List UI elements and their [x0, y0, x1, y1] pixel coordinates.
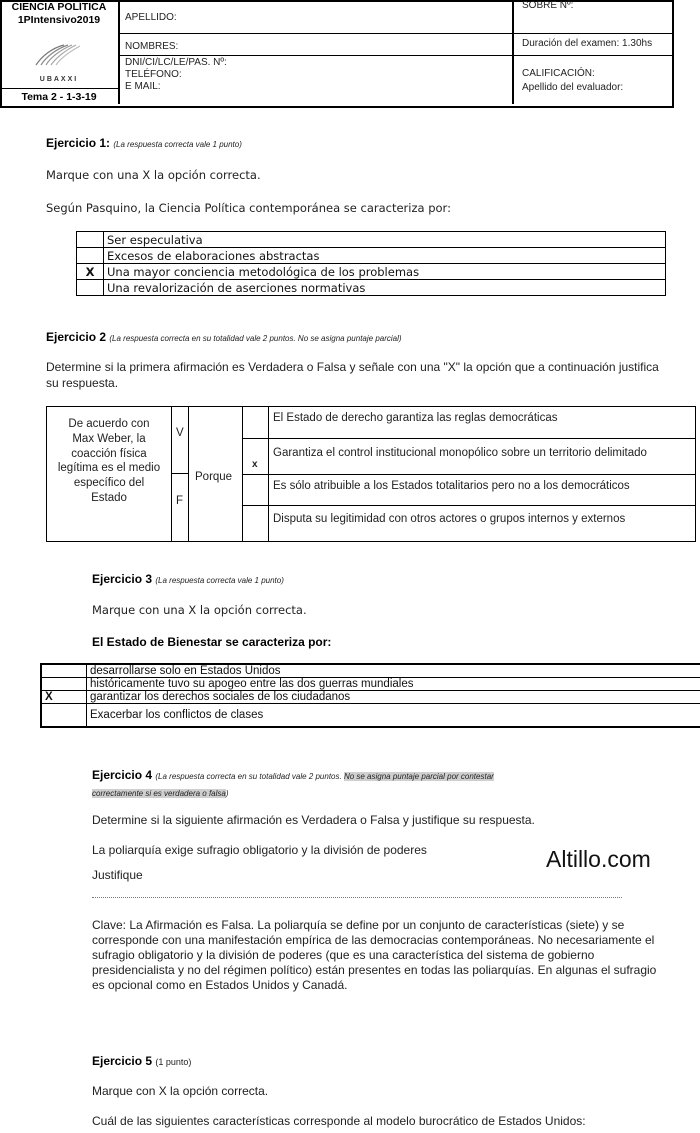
course-code: 1PIntensivo2019: [17, 14, 101, 26]
ej5-note: (1 punto): [155, 1057, 192, 1067]
ej4-instruction: Determine si la siguiente afirmación es Verdadera o Falsa y justifique su respuesta.: [92, 813, 535, 827]
ej2-instruction-line2: su respuesta.: [46, 376, 119, 390]
tema-label: Tema 2 - 1-3-19: [21, 91, 97, 103]
option-text: garantizar los derechos sociales de los ciudadanos: [87, 691, 700, 704]
ej1-heading: [46, 136, 242, 150]
ej2-option-mark[interactable]: x: [252, 459, 258, 470]
ej3-question: El Estado de Bienestar se caracteriza por:: [92, 635, 332, 649]
dni-field[interactable]: DNI/CI/LC/LE/PAS. Nº:: [125, 57, 227, 68]
ej1-question: Según Pasquino, la Ciencia Política contemporánea se caracteriza por:: [46, 201, 451, 215]
exam-header: [0, 0, 674, 108]
option-mark[interactable]: [41, 664, 87, 678]
ej4-statement: La poliarquía exige sufragio obligatorio y la división de poderes: [92, 843, 427, 857]
ej2-title: Ejercicio 2: [46, 330, 110, 344]
option-text: históricamente tuvo su apogeo entre las dos guerras mundiales: [87, 678, 700, 691]
table-row[interactable]: [77, 280, 666, 296]
ej2-note: (La respuesta correcta en su totalidad vale 2 puntos. No se asigna puntaje parcial): [109, 334, 402, 343]
table-row[interactable]: [41, 704, 700, 728]
ej1-options-table: [76, 231, 666, 296]
option-text: Excesos de elaboraciones abstractas: [104, 248, 666, 264]
ej2-statement: De acuerdo con Max Weber, la coacción física legítima es el medio específico del Estado: [57, 418, 161, 504]
header-left-cell: [0, 0, 120, 104]
porque-label: Porque: [195, 471, 233, 483]
ej1-instruction: Marque con una X la opción correcta.: [46, 168, 261, 182]
ej3-instruction: Marque con una X la opción correcta.: [92, 603, 307, 617]
option-mark[interactable]: [41, 678, 87, 691]
option-mark[interactable]: [77, 248, 104, 264]
duracion-label: Duración del examen: 1.30hs: [522, 38, 653, 49]
ej3-title: Ejercicio 3: [92, 572, 156, 586]
calificacion-field: CALIFICACIÓN:: [522, 68, 595, 79]
table-row[interactable]: [41, 678, 700, 691]
option-text: Una mayor conciencia metodológica de los problemas: [104, 264, 666, 280]
ej5-title: Ejercicio 5: [92, 1054, 156, 1068]
ej2-option-text: El Estado de derecho garantiza las reglas democráticas: [273, 412, 558, 424]
evaluador-field: Apellido del evaluador:: [522, 82, 624, 93]
ej5-instruction: Marque con X la opción correcta.: [92, 1084, 269, 1098]
ej2-heading: [46, 330, 402, 344]
logo-wordmark: UBAXXI: [39, 76, 79, 83]
apellido-field[interactable]: APELLIDO:: [125, 12, 177, 23]
ej2-option-text: Disputa su legitimidad con otros actores o grupos internos y externos: [273, 513, 626, 525]
ej3-note: (La respuesta correcta vale 1 punto): [155, 576, 284, 585]
ej2-instruction-line1: Determine si la primera afirmación es Verdadera o Falsa y señale con una "X" la opción que a continuación justifica: [46, 360, 659, 374]
false-option[interactable]: F: [176, 495, 184, 507]
table-row[interactable]: [77, 264, 666, 280]
table-row[interactable]: [77, 248, 666, 264]
ej4-note-cont: correctamente si es verdadera o falsa): [92, 789, 229, 798]
sobre-field[interactable]: SOBRE Nº:: [522, 0, 574, 11]
ej5-heading: [92, 1054, 191, 1068]
ej4-clave: Clave: La Afirmación es Falsa. La poliarquía se define por un conjunto de características (siete) y se corresponde con una manifestación empírica de las democracias contemporáneas. No necesariamente el sufragio obligatorio y la división de poderes (que es una característica del sistema de gobierno presidencialista y no del régimen político) están presentes en todas las poliarquías. En algunas el sufragio es opcional como en Estados Unidos y Canadá.: [92, 918, 657, 992]
option-mark[interactable]: X: [41, 691, 87, 704]
option-mark[interactable]: [77, 280, 104, 296]
table-row[interactable]: [77, 232, 666, 248]
subject-title: CIENCIA POLÍTICA: [11, 1, 107, 13]
table-row[interactable]: [41, 691, 700, 704]
option-mark[interactable]: X: [77, 264, 104, 280]
ej3-options-table: [40, 663, 700, 728]
table-row[interactable]: [41, 664, 700, 678]
header-right-cell: [512, 0, 674, 104]
option-mark[interactable]: [41, 704, 87, 728]
email-field[interactable]: E MAIL:: [125, 81, 161, 92]
ej1-title: Ejercicio 1:: [46, 136, 114, 150]
option-text: Exacerbar los conflictos de clases: [87, 704, 700, 728]
ej1-note: (La respuesta correcta vale 1 punto): [113, 140, 242, 149]
answer-line[interactable]: [92, 896, 622, 898]
ej4-justifique: Justifique: [92, 868, 143, 882]
true-option[interactable]: V: [176, 427, 184, 439]
option-text: Ser especulativa: [104, 232, 666, 248]
ej2-option-text: Es sólo atribuible a los Estados totalitarios pero no a los democráticos: [273, 480, 630, 492]
option-text: desarrollarse solo en Estados Unidos: [87, 664, 700, 678]
option-text: Una revalorización de aserciones normativas: [104, 280, 666, 296]
ej3-heading: [92, 572, 284, 586]
ubaxxi-logo-icon: [34, 44, 82, 66]
nombres-field[interactable]: NOMBRES:: [125, 41, 179, 52]
ej2-option-text: Garantiza el control institucional monopólico sobre un territorio delimitado: [273, 447, 647, 459]
option-mark[interactable]: [77, 232, 104, 248]
watermark-text: Altillo.com: [546, 846, 651, 872]
ej2-grid: [46, 406, 696, 542]
ej4-title: Ejercicio 4: [92, 768, 156, 782]
telefono-field[interactable]: TELÉFONO:: [125, 69, 182, 80]
ej5-question: Cuál de las siguientes características corresponde al modelo burocrático de Estados Unidos:: [92, 1114, 586, 1128]
ej4-heading: Ejercicio 4 (La respuesta correcta en su totalidad vale 2 puntos. No se asigna puntaje parcial por contestar: [92, 768, 494, 782]
